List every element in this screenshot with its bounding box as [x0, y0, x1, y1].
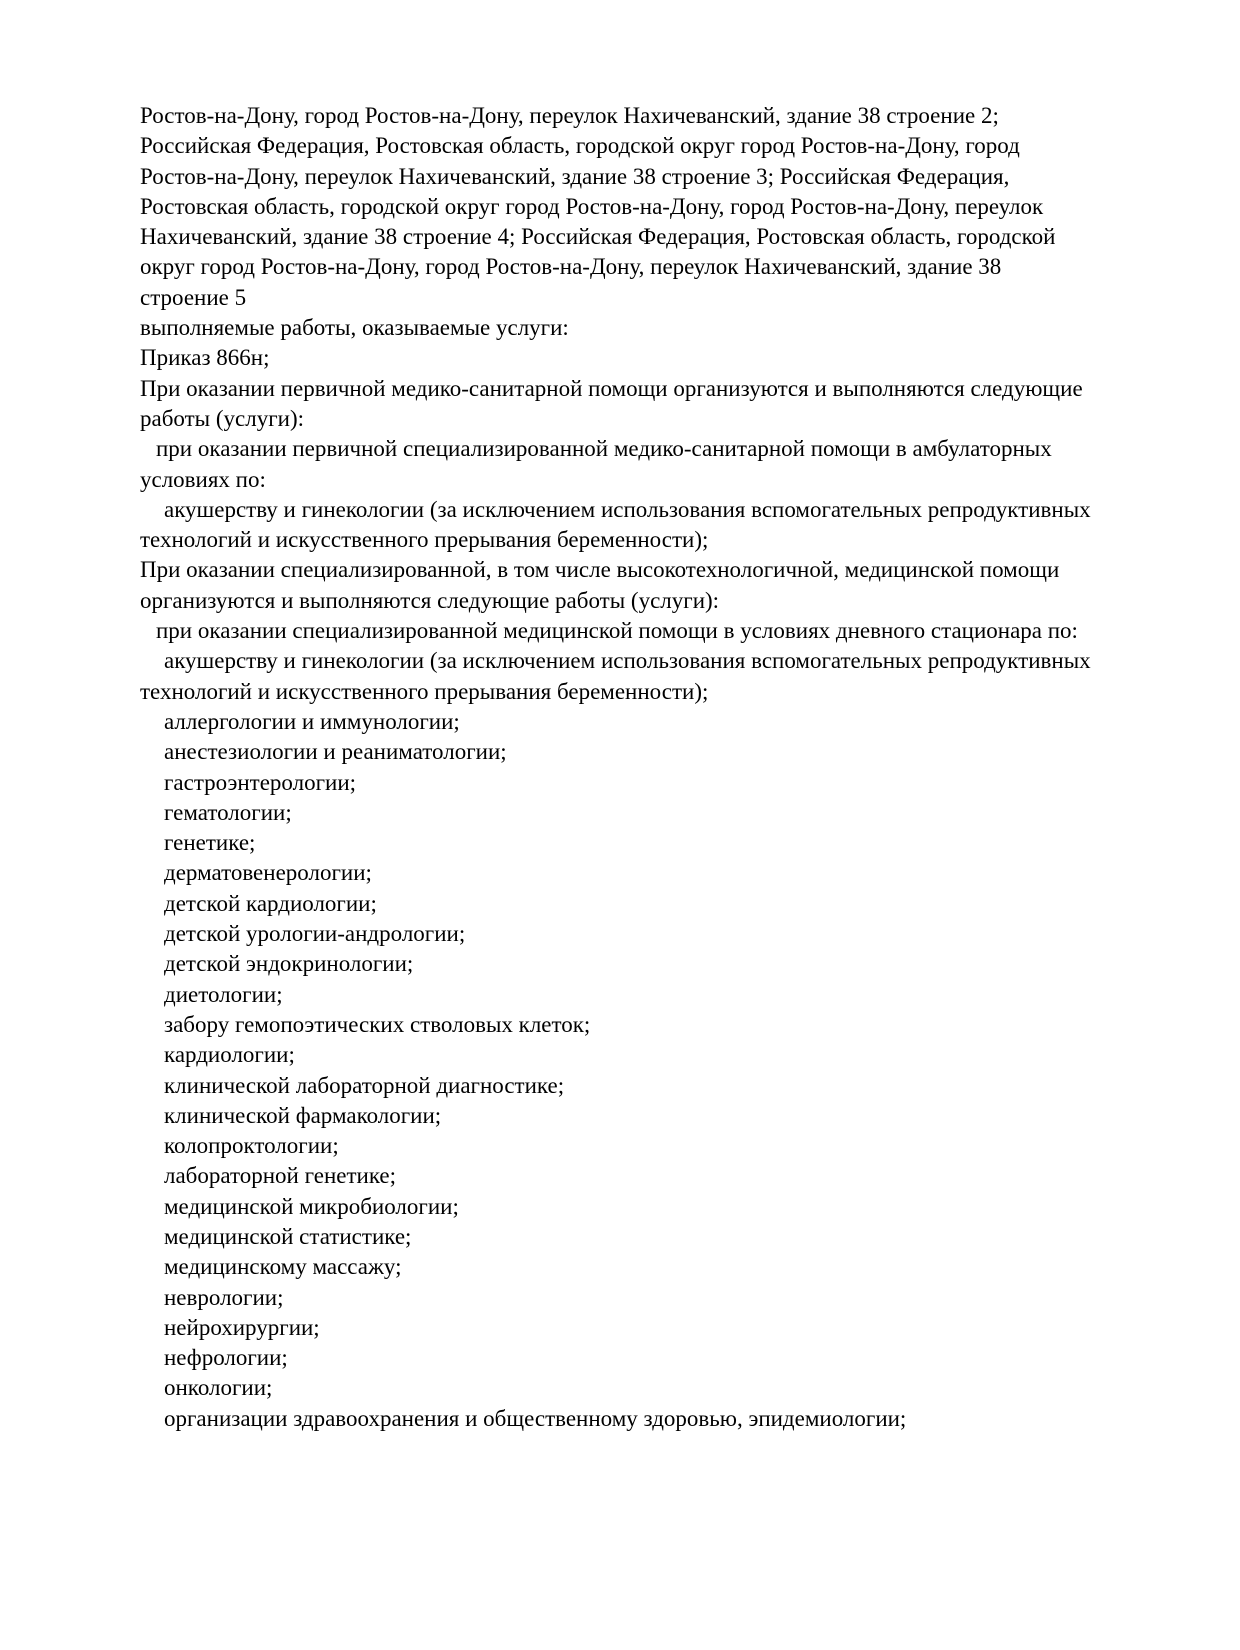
text-line: колопроктологии;	[164, 1133, 339, 1159]
text-line: онкологии;	[164, 1375, 273, 1401]
text-line: анестезиологии и реаниматологии;	[164, 739, 507, 765]
text-line: нефрологии;	[164, 1345, 288, 1371]
text-line: работы (услуги):	[140, 405, 304, 431]
text-line: гематологии;	[164, 799, 292, 825]
text-line: детской эндокринологии;	[164, 951, 414, 977]
text-line: генетике;	[164, 830, 256, 856]
text-line: условиях по:	[140, 466, 266, 492]
text-line: медицинской статистике;	[164, 1223, 412, 1249]
text-line: строение 5	[140, 284, 247, 310]
text-line: детской кардиологии;	[164, 890, 377, 916]
text-line: нейрохирургии;	[164, 1314, 320, 1340]
text-line: забору гемопоэтических стволовых клеток;	[164, 1011, 591, 1037]
document-text-block	[140, 101, 1150, 1434]
text-line: кардиологии;	[164, 1042, 295, 1068]
text-line: гастроэнтерологии;	[164, 769, 357, 795]
text-line: клинической фармакологии;	[164, 1102, 442, 1128]
text-line: Ростов-на-Дону, переулок Нахичеванский, здание 38 строение 3; Российская Федерация,	[140, 163, 1010, 189]
text-line: Приказ 866н;	[140, 345, 270, 371]
text-line: технологий и искусственного прерывания беременности);	[140, 678, 709, 704]
text-line: акушерству и гинекологии (за исключением использования вспомогательных репродуктивных	[164, 648, 1091, 674]
text-line: неврологии;	[164, 1284, 284, 1310]
text-line: аллергологии и иммунологии;	[164, 708, 460, 734]
text-line: технологий и искусственного прерывания беременности);	[140, 527, 709, 553]
text-line: лабораторной генетике;	[164, 1163, 397, 1189]
text-line: дерматовенерологии;	[164, 860, 372, 886]
text-line: при оказании специализированной медицинской помощи в условиях дневного стационара по:	[156, 618, 1078, 644]
text-line: Нахичеванский, здание 38 строение 4; Российская Федерация, Ростовская область, городской	[140, 224, 1056, 250]
text-line: медицинской микробиологии;	[164, 1193, 459, 1219]
text-line: Ростовская область, городской округ город Ростов-на-Дону, город Ростов-на-Дону, переулок	[140, 193, 1044, 219]
text-line: организуются и выполняются следующие работы (услуги):	[140, 587, 720, 613]
text-line: при оказании первичной специализированной медико-санитарной помощи в амбулаторных	[156, 436, 1052, 462]
text-line: медицинскому массажу;	[164, 1254, 402, 1280]
text-line: клинической лабораторной диагностике;	[164, 1072, 565, 1098]
text-line: диетологии;	[164, 981, 283, 1007]
text-line: детской урологии-андрологии;	[164, 921, 466, 947]
text-line: При оказании специализированной, в том числе высокотехнологичной, медицинской помощи	[140, 557, 1060, 583]
text-line: При оказании первичной медико-санитарной помощи организуются и выполняются следующие	[140, 375, 1083, 401]
text-line: выполняемые работы, оказываемые услуги:	[140, 315, 569, 341]
text-line: Ростов-на-Дону, город Ростов-на-Дону, переулок Нахичеванский, здание 38 строение 2;	[140, 103, 999, 128]
text-line: округ город Ростов-на-Дону, город Ростов-на-Дону, переулок Нахичеванский, здание 38	[140, 254, 1002, 280]
text-line: организации здравоохранения и общественному здоровью, эпидемиологии;	[164, 1405, 907, 1431]
text-line: акушерству и гинекологии (за исключением использования вспомогательных репродуктивных	[164, 496, 1091, 522]
text-line: Российская Федерация, Ростовская область, городской округ город Ростов-на-Дону, город	[140, 133, 1020, 159]
